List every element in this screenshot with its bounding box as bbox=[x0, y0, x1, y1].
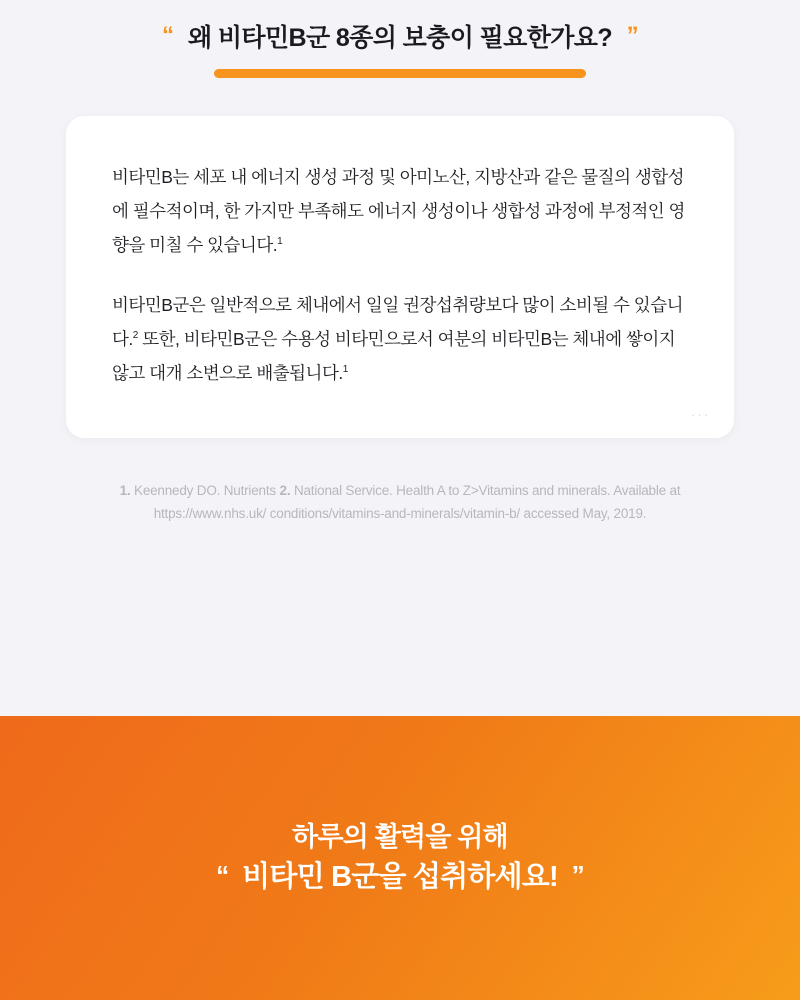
banner-quote-open-icon: “ bbox=[216, 859, 229, 890]
card-decoration-dots: ··· bbox=[691, 407, 710, 423]
banner-quote-close-icon: ” bbox=[571, 859, 584, 890]
banner-headline-line-2-text: 비타민 B군을 섭취하세요! bbox=[242, 860, 558, 893]
info-card bbox=[66, 116, 734, 439]
card-paragraph-2-text-b: 또한, 비타민B군은 수용성 비타민으로서 여분의 비타민B는 체내에 쌓이지 않고 대개 소변으로 배출됩니다. bbox=[112, 329, 676, 384]
card-paragraph-2-text-a: 비타민B군은 일반적으로 체내에서 일일 권장섭취량보다 많이 소비될 수 있습니다. bbox=[112, 294, 684, 349]
banner-headline-line-1: 하루의 활력을 위해 bbox=[292, 822, 508, 853]
title-underline-bar bbox=[214, 69, 586, 78]
reference-number-1: 1. bbox=[119, 483, 131, 499]
bottom-banner bbox=[0, 716, 800, 1000]
card-paragraph-1 bbox=[112, 160, 688, 262]
reference-text-2: National Service. Health A to Z>Vitamins and minerals. Available at https://www.nhs.uk/ conditions/vitamins-and-minerals/vitamin-b/ accessed May, 2019. bbox=[153, 483, 681, 521]
reference-number-2: 2. bbox=[279, 483, 291, 499]
page-title-text: 왜 비타민B군 8종의 보충이 필요한가요? bbox=[187, 24, 613, 52]
headline-block bbox=[0, 22, 800, 78]
card-paragraph-2 bbox=[112, 288, 688, 390]
card-paragraph-1-text: 비타민B는 세포 내 에너지 생성 과정 및 아미노산, 지방산과 같은 물질의 생합성에 필수적이며, 한 가지만 부족해도 에너지 생성이나 생합성 과정에 부정적인 영향을 미칠 수 있습니다. bbox=[112, 166, 685, 255]
quote-open-icon: “ bbox=[161, 22, 174, 49]
page-title bbox=[161, 22, 639, 55]
quote-close-icon: ” bbox=[626, 22, 639, 49]
footnote-ref-3: 1 bbox=[342, 364, 348, 376]
references-block bbox=[100, 480, 700, 525]
footnote-ref-1: 1 bbox=[277, 235, 283, 247]
reference-text-1: Keennedy DO. Nutrients bbox=[134, 483, 276, 499]
banner-headline-line-2 bbox=[216, 858, 584, 897]
footnote-ref-2: 2 bbox=[132, 330, 138, 342]
